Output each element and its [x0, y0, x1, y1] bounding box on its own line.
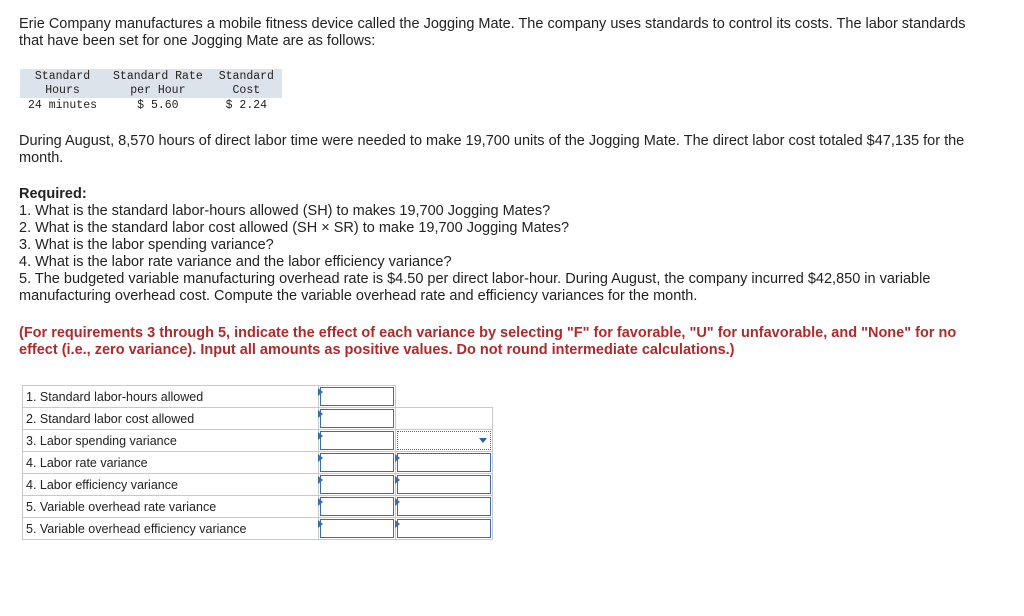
answer-label: 4. Labor rate variance — [23, 452, 319, 474]
answer-label: 3. Labor spending variance — [23, 430, 319, 452]
effect-cell — [396, 496, 493, 518]
amount-input[interactable] — [320, 409, 394, 428]
header-line: Standard — [218, 70, 274, 83]
intro-paragraph: Erie Company manufactures a mobile fitness device called the Jogging Mate. The company uses standards to control its costs. The labor standards that have been set for one Jogging Mate are as follows: — [19, 16, 966, 49]
answer-table — [22, 385, 493, 540]
answer-row — [23, 474, 493, 496]
answer-row — [23, 496, 493, 518]
input-marker-icon — [318, 410, 323, 418]
effect-cell — [396, 474, 493, 496]
standards-table — [20, 69, 282, 114]
header-standard-cost — [211, 69, 282, 98]
input-marker-icon — [318, 476, 323, 484]
answer-row — [23, 408, 493, 430]
effect-cell — [396, 430, 493, 452]
instructions-text: (For requirements 3 through 5, indicate the effect of each variance by selecting "F" for favorable, "U" for unfavorable, and "None" for no effect (i.e., zero variance). Input all amounts as positive values. Do not round intermediate calculations.) — [19, 325, 957, 358]
amount-input[interactable] — [320, 475, 394, 494]
answer-row — [23, 452, 493, 474]
answer-row — [23, 430, 493, 452]
input-marker-icon — [395, 498, 400, 506]
effect-dropdown[interactable] — [397, 431, 491, 450]
standard-rate-value: $ 5.60 — [137, 99, 179, 112]
required-item: 5. The budgeted variable manufacturing overhead rate is $4.50 per direct labor-hour. During August, the company incurred $42,850 in variable manufacturing overhead cost. Compute the variable overhead rate and efficiency variances for the month. — [19, 271, 931, 304]
header-line: per Hour — [130, 84, 186, 97]
effect-input[interactable] — [397, 497, 491, 516]
standard-cost-value: $ 2.24 — [225, 99, 268, 112]
header-line: Standard Rate — [113, 70, 203, 83]
empty-cell — [396, 386, 493, 408]
input-marker-icon — [395, 454, 400, 462]
amount-cell — [319, 452, 396, 474]
amount-cell — [319, 518, 396, 540]
standards-data-row — [20, 98, 282, 114]
required-item: 3. What is the labor spending variance? — [19, 237, 274, 253]
required-item: 4. What is the labor rate variance and the labor efficiency variance? — [19, 254, 452, 270]
standards-header-row — [20, 69, 282, 98]
chevron-down-icon[interactable] — [479, 438, 487, 443]
answer-row — [23, 386, 493, 408]
amount-input[interactable] — [320, 497, 394, 516]
effect-input[interactable] — [397, 453, 491, 472]
header-line: Standard — [34, 70, 91, 83]
amount-input[interactable] — [320, 387, 394, 406]
amount-cell — [319, 408, 396, 430]
effect-input[interactable] — [397, 519, 491, 538]
required-item: 1. What is the standard labor-hours allowed (SH) to makes 19,700 Jogging Mates? — [19, 203, 551, 219]
header-standard-hours — [20, 69, 105, 98]
answer-label: 4. Labor efficiency variance — [23, 474, 319, 496]
input-marker-icon — [395, 520, 400, 528]
input-marker-icon — [318, 388, 323, 396]
required-item: 2. What is the standard labor cost allowed (SH × SR) to make 19,700 Jogging Mates? — [19, 220, 570, 236]
amount-cell — [319, 386, 396, 408]
effect-input[interactable] — [397, 475, 491, 494]
august-paragraph: During August, 8,570 hours of direct labor time were needed to make 19,700 units of the Jogging Mate. The direct labor cost totaled $47,135 for the month. — [19, 133, 965, 166]
input-marker-icon — [318, 520, 323, 528]
empty-cell — [396, 408, 493, 430]
answer-row — [23, 518, 493, 540]
amount-cell — [319, 496, 396, 518]
amount-cell — [319, 430, 396, 452]
effect-cell — [396, 518, 493, 540]
header-standard-rate — [105, 69, 211, 98]
amount-cell — [319, 474, 396, 496]
answer-label: 2. Standard labor cost allowed — [23, 408, 319, 430]
required-section — [19, 186, 979, 305]
amount-input[interactable] — [320, 519, 394, 538]
amount-input[interactable] — [320, 453, 394, 472]
answer-label: 1. Standard labor-hours allowed — [23, 386, 319, 408]
header-line: Hours — [45, 84, 80, 97]
input-marker-icon — [395, 476, 400, 484]
effect-cell — [396, 452, 493, 474]
input-marker-icon — [318, 454, 323, 462]
standard-hours-value: 24 minutes — [28, 99, 98, 112]
header-line: Cost — [232, 84, 261, 97]
input-marker-icon — [318, 432, 323, 440]
required-title: Required: — [19, 186, 87, 202]
answer-label: 5. Variable overhead efficiency variance — [23, 518, 319, 540]
amount-input[interactable] — [320, 431, 394, 450]
answer-label: 5. Variable overhead rate variance — [23, 496, 319, 518]
input-marker-icon — [318, 498, 323, 506]
